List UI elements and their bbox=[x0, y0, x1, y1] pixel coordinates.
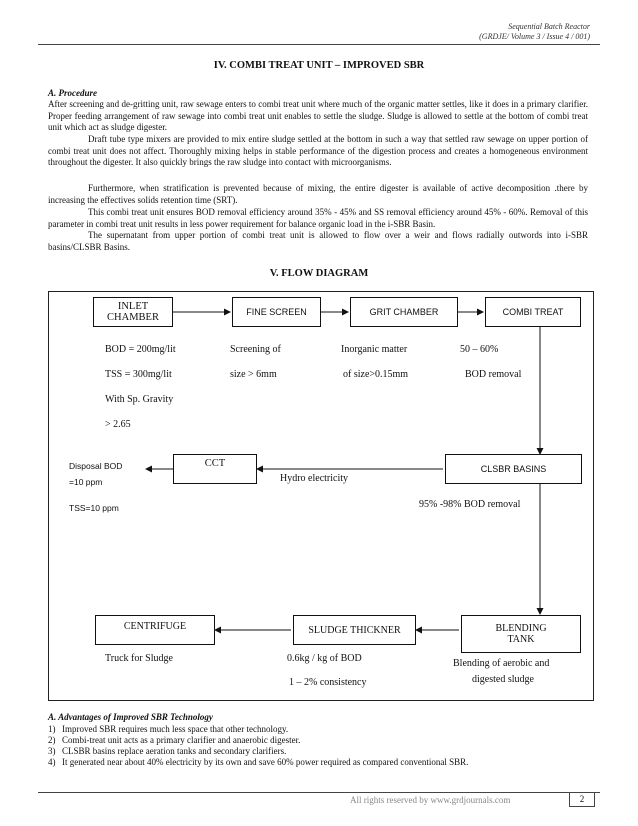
note-inorganic-size: of size>0.15mm bbox=[343, 369, 409, 380]
footer-rights: All rights reserved by www.grdjournals.com bbox=[350, 795, 511, 805]
list-text: CLSBR basins replace aeration tanks and secondary clarifiers. bbox=[62, 746, 287, 756]
list-text: Combi-treat unit acts as a primary clarifier and anaerobic digester. bbox=[62, 735, 301, 745]
advantages-list bbox=[48, 724, 468, 768]
list-number: 2) bbox=[48, 735, 56, 745]
footer-rule bbox=[38, 792, 600, 793]
note-combi-percent: 50 – 60% bbox=[460, 344, 499, 355]
advantages-heading: A. Advantages of Improved SBR Technology bbox=[48, 712, 213, 722]
section-title-combi-treat: IV. COMBI TREAT UNIT – IMPROVED SBR bbox=[213, 60, 425, 71]
list-item bbox=[48, 746, 468, 757]
paragraph: The supernatant from upper portion of combi treat unit is allowed to flow over a weir and flows radially outwords into i-SBR basins/CLSBR Basins. bbox=[48, 230, 588, 252]
note-sludge-ratio: 0.6kg / kg of BOD bbox=[287, 653, 362, 664]
clsbr-basins-box: CLSBR BASINS bbox=[445, 454, 582, 484]
paragraph: After screening and de-gritting unit, raw sewage enters to combi treat unit where much of the organic matter settles, like it does in a primary clarifier. Proper feeding arrangement of raw sewage into combi treat unit enables to settle the sludge. Sludge is allowed to settle at the bottom of combi treat unit which act as sludge digester. bbox=[48, 99, 588, 132]
list-item bbox=[48, 757, 468, 768]
note-gravity: With Sp. Gravity bbox=[105, 394, 174, 405]
fine-screen-box: FINE SCREEN bbox=[232, 297, 321, 327]
paragraph: Draft tube type mixers are provided to mix entire sludge settled at the bottom in such a way that settled raw sewage on upper portion of combi treat unit does not affect. Thoroughly mixing helps in stable performance of the digestion process and creates a homogeneous environment throughout the digester. It also quickly brings the raw sludge into contact with microorganisms. bbox=[48, 134, 588, 167]
list-number: 3) bbox=[48, 746, 56, 756]
header-rule bbox=[38, 44, 600, 45]
note-hydro: Hydro electricity bbox=[280, 473, 349, 484]
list-text: It generated near about 40% electricity by its own and save 60% power required as compared conventional SBR. bbox=[62, 757, 469, 767]
note-disposal-bod: Disposal BOD bbox=[69, 461, 123, 471]
list-text: Improved SBR requires much less space that other technology. bbox=[62, 724, 289, 734]
paragraph: This combi treat unit ensures BOD removal efficiency around 35% - 45% and SS removal efficiency around 45% - 60%. Removal of this parameter in combi treat unit results in less power requirement for balance organic load in the i-SBR Basin. bbox=[48, 207, 588, 229]
cct-box: CCT bbox=[173, 454, 257, 484]
journal-issue: (GRDJE/ Volume 3 / Issue 4 / 001) bbox=[479, 32, 590, 41]
note-truck: Truck for Sludge bbox=[105, 653, 173, 664]
note-combi-bod: BOD removal bbox=[465, 369, 522, 380]
procedure-heading: A. Procedure bbox=[48, 88, 97, 98]
section-title-flow-diagram: V. FLOW DIAGRAM bbox=[269, 268, 369, 279]
list-number: 1) bbox=[48, 724, 56, 734]
note-blending-1: Blending of aerobic and bbox=[453, 658, 550, 669]
note-bod-in: BOD = 200mg/lit bbox=[105, 344, 176, 355]
list-item bbox=[48, 735, 468, 746]
running-header bbox=[479, 22, 590, 42]
list-item bbox=[48, 724, 468, 735]
note-gravity-value: > 2.65 bbox=[105, 419, 131, 430]
note-tss-in: TSS = 300mg/lit bbox=[105, 369, 172, 380]
combi-treat-box: COMBI TREAT bbox=[485, 297, 581, 327]
note-screen-size: size > 6mm bbox=[230, 369, 277, 380]
journal-title: Sequential Batch Reactor bbox=[508, 22, 590, 31]
note-tss-out: TSS=10 ppm bbox=[69, 503, 119, 513]
note-inorganic: Inorganic matter bbox=[341, 344, 408, 355]
paragraph: Furthermore, when stratification is prevented because of mixing, the entire digester is available of active decomposition .there by increasing the effectives solids retention time (SRT). bbox=[48, 183, 588, 205]
note-clsbr-removal: 95% -98% BOD removal bbox=[419, 499, 521, 510]
note-screening: Screening of bbox=[230, 344, 281, 355]
note-sludge-consistency: 1 – 2% consistency bbox=[289, 677, 367, 688]
centrifuge-box: CENTRIFUGE bbox=[95, 615, 215, 645]
flow-diagram bbox=[48, 291, 594, 701]
note-disposal-value: =10 ppm bbox=[69, 477, 103, 487]
inlet-chamber-box: INLET CHAMBER bbox=[93, 297, 173, 327]
grit-chamber-box: GRIT CHAMBER bbox=[350, 297, 458, 327]
blending-tank-box bbox=[461, 615, 581, 653]
page-number: 2 bbox=[569, 792, 595, 807]
blending-tank-label-line1: BLENDING bbox=[495, 623, 547, 634]
note-blending-2: digested sludge bbox=[472, 674, 534, 685]
list-number: 4) bbox=[48, 757, 56, 767]
sludge-thickner-box: SLUDGE THICKNER bbox=[293, 615, 416, 645]
blending-tank-label-line2: TANK bbox=[507, 634, 535, 645]
